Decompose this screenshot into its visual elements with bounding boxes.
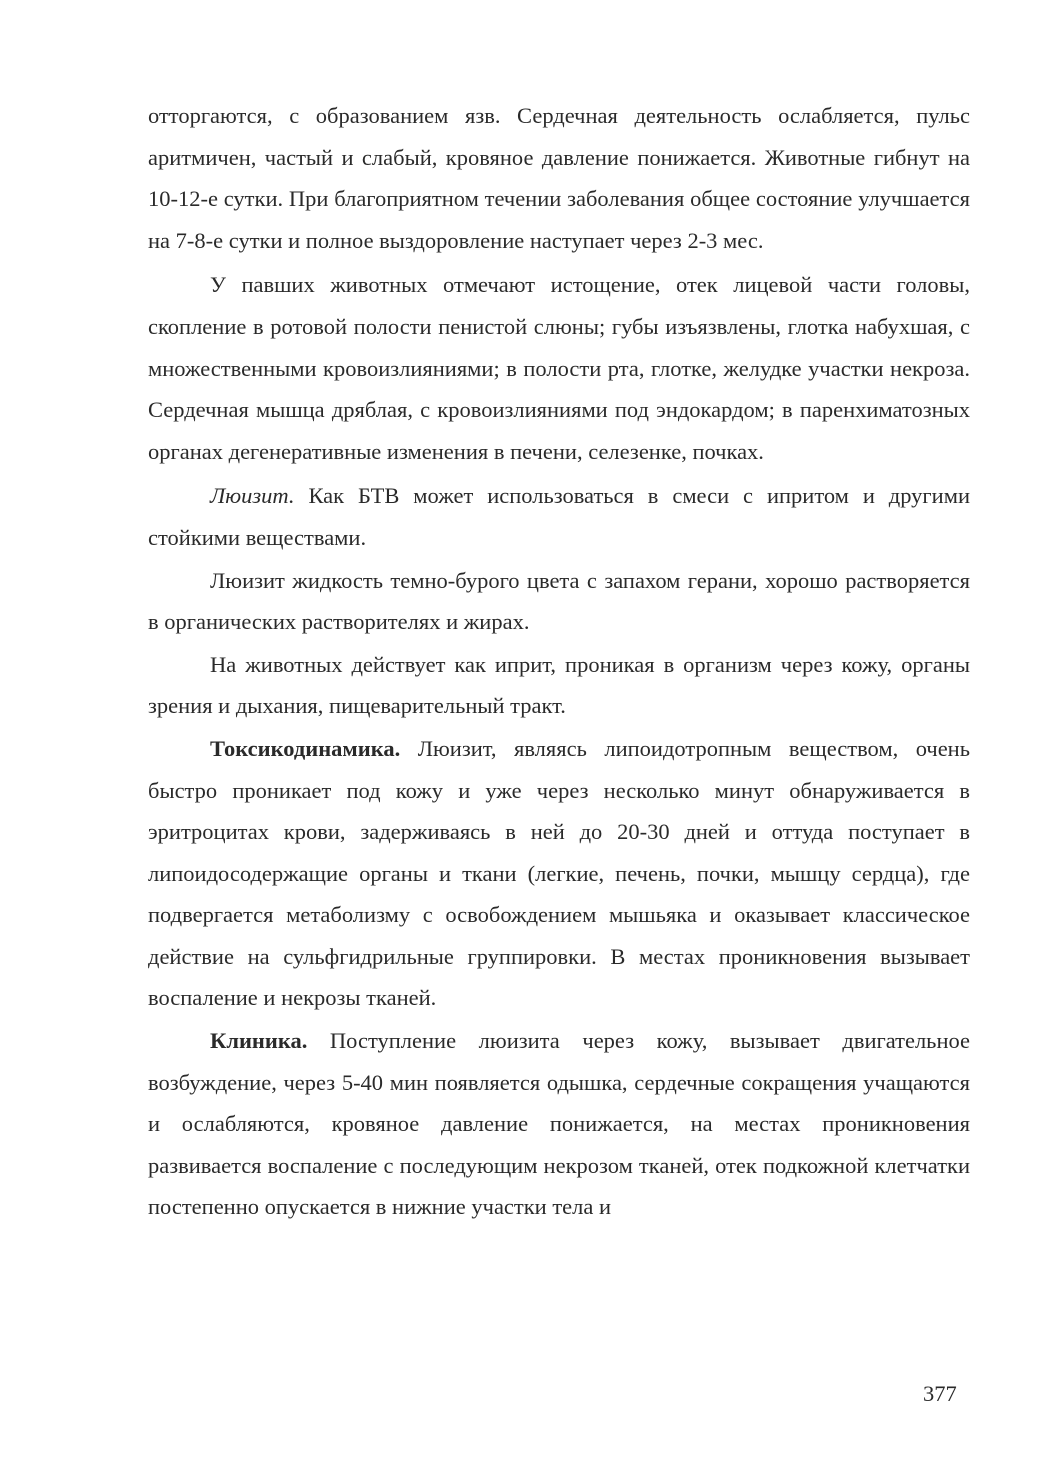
paragraph-text: Люизит, являясь липоидотропным веществом, очень быстро проникает под кожу и уже через несколько минут обнаруживается в эритроцитах крови, задерживаясь в ней до 20-30 дней и оттуда поступает в липоидосодержащие органы и ткани (легкие, печень, почки, мышцу сердца), где подвергается метаболизму с освобождением мышьяка и оказывает классическое действие на сульфгидрильные группировки. В местах проникновения вызывает воспаление и некрозы тканей.	[148, 735, 970, 1011]
paragraph-toxicodynamics	[148, 728, 970, 1019]
paragraph-pathology: У павших животных отмечают истощение, отек лицевой части головы, скопление в ротовой полости пенистой слюны; губы изъязвлены, глотка набухшая, с множественными кровоизлияниями; в полости рта, глотке, желудке участки некроза. Сердечная мышца дряблая, с кровоизлияниями под эндокардом; в паренхиматозных органах дегенеративные изменения в печени, селезенке, почках.	[148, 272, 970, 464]
heading-toxicodynamics: Токсикодинамика.	[210, 735, 401, 761]
paragraph-lewisite-intro	[148, 475, 970, 558]
term-lewisite: Люизит.	[210, 483, 295, 509]
paragraph-text: Поступление люизита через кожу, вызывает двигательное возбуждение, через 5-40 мин появляется одышка, сердечные сокращения учащаются и ослабляются, кровяное давление понижается, на местах проникновения развивается воспаление с последующим некрозом тканей, отек подкожной клетчатки постепенно опускается в нижние участки тела и	[148, 1028, 970, 1220]
paragraph-continuation: отторгаются, с образованием язв. Сердечная деятельность ослабляется, пульс аритмичен, частый и слабый, кровяное давление понижается. Животные гибнут на 10-12-е сутки. При благоприятном течении заболевания общее состояние улучшается на 7-8-е сутки и полное выздоровление наступает через 2-3 мес.	[148, 103, 970, 253]
paragraph-lewisite-action: На животных действует как иприт, проникая в организм через кожу, органы зрения и дыхания, пищеварительный тракт.	[148, 651, 970, 719]
paragraph-lewisite-properties: Люизит жидкость темно-бурого цвета с запахом герани, хорошо растворяется в органических растворителях и жирах.	[148, 567, 970, 635]
page-body	[148, 95, 970, 1229]
paragraph-clinic	[148, 1020, 970, 1228]
page-number: 377	[923, 1381, 957, 1406]
heading-clinic: Клиника.	[210, 1028, 308, 1054]
paragraph-text: Как БТВ может использоваться в смеси с ипритом и другими стойкими веществами.	[148, 483, 970, 550]
